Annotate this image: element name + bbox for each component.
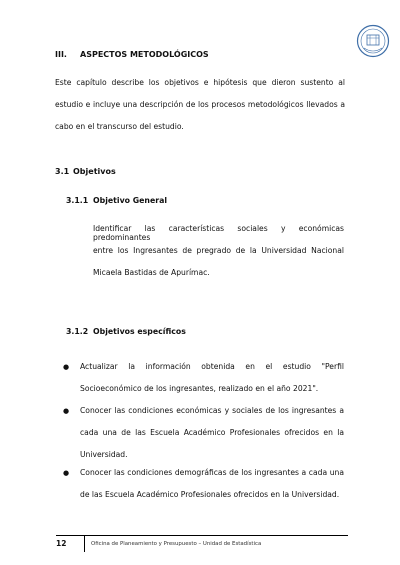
subsection-heading-objetivos-especificos <box>66 327 186 336</box>
footer-office-name: Oficina de Planeamiento y Presupuesto – Unidad de Estadística <box>91 541 262 547</box>
bullet-icon: ● <box>63 363 70 371</box>
intro-line-3: cabo en el transcurso del estudio. <box>55 122 184 131</box>
institution-seal-logo <box>356 24 390 58</box>
specific-objective-3-line-2: de las Escuela Académico Profesionales ofrecidos en la Universidad. <box>80 490 340 499</box>
specific-objective-1-line-1: Actualizar la información obtenida en el estudio "Perfil <box>80 362 344 371</box>
section-number: 3.1 <box>55 167 70 176</box>
general-objective-line-3: Micaela Bastidas de Apurímac. <box>93 268 210 277</box>
footer-divider <box>56 535 348 536</box>
intro-line-1: Este capítulo describe los objetivos e hipótesis que dieron sustento al <box>55 78 345 87</box>
general-objective-line-1: Identificar las características sociales y económicas predominantes <box>93 224 344 242</box>
specific-objective-2-line-3: Universidad. <box>80 450 128 459</box>
section-heading-objetivos <box>55 167 116 176</box>
chapter-title: ASPECTOS METODOLÓGICOS <box>80 50 209 59</box>
footer-separator <box>84 536 85 552</box>
specific-objective-2-line-1: Conocer las condiciones económicas y sociales de los ingresantes a <box>80 406 344 415</box>
chapter-number: III. <box>55 50 67 59</box>
page-number: 12 <box>56 539 67 548</box>
chapter-heading <box>55 50 209 59</box>
subsection-title: Objetivo General <box>93 196 168 205</box>
subsection-heading-objetivo-general <box>66 196 167 205</box>
specific-objective-2-line-2: cada una de las Escuela Académico Profesionales ofrecidos en la <box>80 428 344 437</box>
bullet-icon: ● <box>63 407 70 415</box>
section-title: Objetivos <box>73 167 116 176</box>
bullet-icon: ● <box>63 469 70 477</box>
intro-line-2: estudio e incluye una descripción de los procesos metodológicos llevados a <box>55 100 345 109</box>
specific-objective-1-line-2: Socioeconómico de los ingresantes, realizado en el año 2021". <box>80 384 319 393</box>
specific-objective-3-line-1: Conocer las condiciones demográficas de los ingresantes a cada una <box>80 468 344 477</box>
general-objective-line-2: entre los Ingresantes de pregrado de la Universidad Nacional <box>93 246 344 255</box>
subsection-number: 3.1.2 <box>66 327 89 336</box>
subsection-number: 3.1.1 <box>66 196 89 205</box>
subsection-title: Objetivos específicos <box>93 327 186 336</box>
